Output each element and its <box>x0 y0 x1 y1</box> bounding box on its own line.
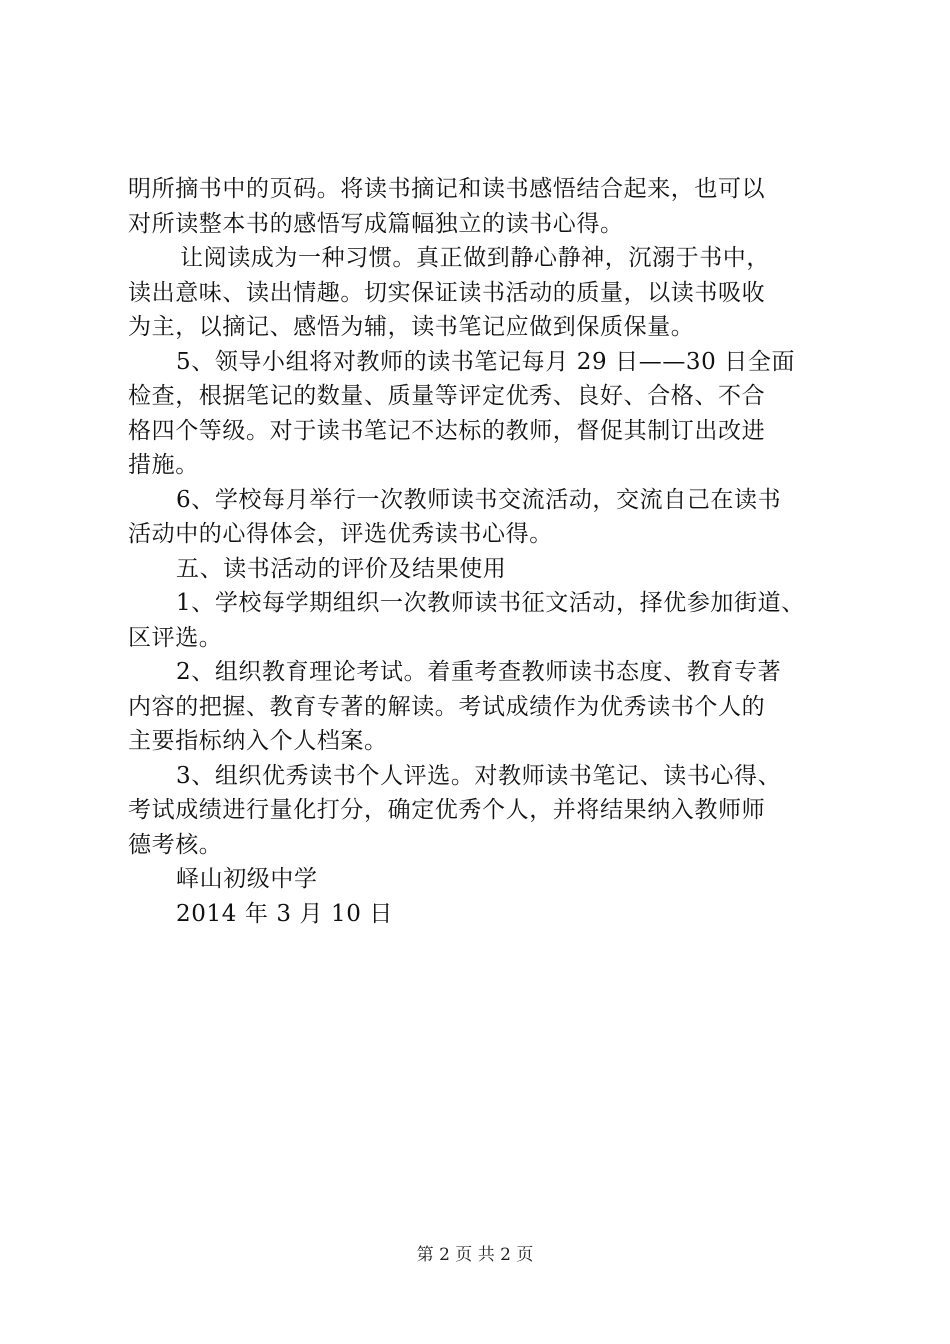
paragraph-line: 对所读整本书的感悟写成篇幅独立的读书心得。 <box>128 210 624 237</box>
signature-school: 峄山初级中学 <box>176 866 318 892</box>
paragraph-line: 2、组织教育理论考试。着重考查教师读书态度、教育专著 <box>176 659 782 685</box>
section-heading: 五、读书活动的评价及结果使用 <box>176 555 507 582</box>
paragraph-line: 主要指标纳入个人档案。 <box>128 728 388 754</box>
paragraph-line: 1、学校每学期组织一次教师读书征文活动，择优参加街道、 <box>176 590 805 616</box>
paragraph-line: 明所摘书中的页码。将读书摘记和读书感悟结合起来，也可以 <box>128 176 766 202</box>
paragraph-line: 检查，根据笔记的数量、质量等评定优秀、良好、合格、不合 <box>128 383 766 409</box>
paragraph-line: 考试成绩进行量化打分，确定优秀个人，并将结果纳入教师师 <box>128 797 766 823</box>
page-footer <box>0 1244 950 1266</box>
paragraph-line: 5、领导小组将对教师的读书笔记每月 29 日——30 日全面 <box>176 348 796 375</box>
paragraph-line: 3、组织优秀读书个人评选。对教师读书笔记、读书心得、 <box>176 762 782 789</box>
paragraph-line: 内容的把握、教育专著的解读。考试成绩作为优秀读书个人的 <box>128 693 766 720</box>
signature-date: 2014 年 3 月 10 日 <box>176 900 393 927</box>
paragraph-line: 读出意味、读出情趣。切实保证读书活动的质量，以读书吸收 <box>128 279 766 306</box>
page-number-label: 第 2 页 共 2 页 <box>416 1245 534 1265</box>
paragraph-line: 6、学校每月举行一次教师读书交流活动，交流自己在读书 <box>176 486 782 513</box>
paragraph-line: 让阅读成为一种习惯。真正做到静心静神，沉溺于书中， <box>180 245 770 271</box>
paragraph-line: 区评选。 <box>128 624 223 651</box>
paragraph-line: 格四个等级。对于读书笔记不达标的教师，督促其制订出改进 <box>128 417 766 444</box>
paragraph-line: 活动中的心得体会，评选优秀读书心得。 <box>128 521 553 547</box>
paragraph-line: 措施。 <box>128 452 199 478</box>
paragraph-line: 为主，以摘记、感悟为辅，读书笔记应做到保质保量。 <box>128 314 695 340</box>
document-body <box>128 172 840 931</box>
paragraph-line: 德考核。 <box>128 831 223 858</box>
